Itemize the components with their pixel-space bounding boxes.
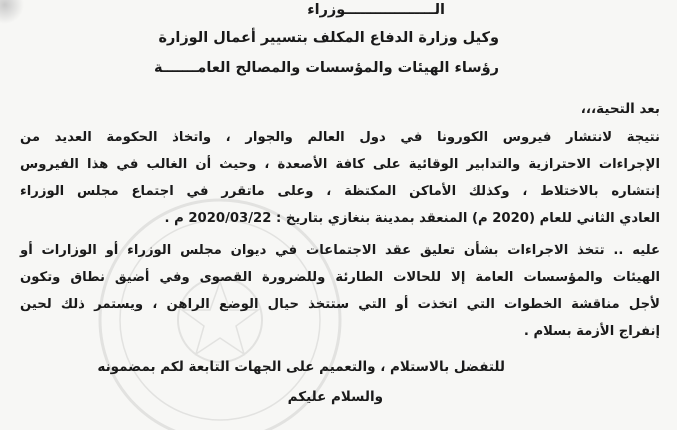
- paragraph-2-line-3: لأجل مناقشة الخطوات التي اتخذت أو التي ستتخذ حيال الوضع الراهن ، ويستمر ذلك لحين: [20, 297, 660, 312]
- closing-salutation: والسلام عليكم: [287, 389, 383, 405]
- paragraph-1-line-4: العادي الثاني للعام (2020 م) المنعقد بمدينة بنغازي بتاريخ : 2020/03/22 م .: [164, 211, 660, 226]
- closing-line: للتفضل بالاستلام ، والتعميم على الجهات التابعة لكم بمضمونه: [97, 359, 505, 375]
- recipient-defense-undersecretary: وكيل وزارة الدفاع المكلف بتسيير أعمال الوزارة: [158, 30, 499, 46]
- paragraph-2-line-1: عليه .. تتخذ الاجراءات بشأن تعليق عقد الاجتماعات في ديوان مجلس الوزراء أو الوزارات أو: [20, 243, 660, 258]
- corner-mark: [0, 0, 24, 24]
- recipient-ministers: الــــــــــــــــــوزراء: [307, 2, 445, 18]
- paragraph-1-line-3: إنتشاره بالاختلاط ، وكذلك الأماكن المكتظة ، وعلى ماتقرر في اجتماع مجلس الوزراء: [20, 184, 660, 199]
- paragraph-2-line-4: إنفراج الأزمة بسلام .: [523, 324, 660, 339]
- paragraph-1-line-1: نتيجة لانتشار فيروس الكورونا في دول العالم والجوار ، واتخاذ الحكومة العديد من: [20, 130, 660, 145]
- greeting: بعد التحية،،،: [580, 101, 660, 117]
- recipient-heads-of-bodies: رؤساء الهيئات والمؤسسات والمصالح العامـــــــة: [153, 60, 499, 76]
- paragraph-2-line-2: الهيئات والمؤسسات العامة إلا للحالات الطارئة وللضرورة القصوى وفي أضيق نطاق وتكون: [20, 270, 660, 285]
- paragraph-1-line-2: الإجراءات الاحترازية والتدابير الوقائية على كافة الأصعدة ، وحيث أن الغالب في هذا الفيروس: [20, 157, 660, 172]
